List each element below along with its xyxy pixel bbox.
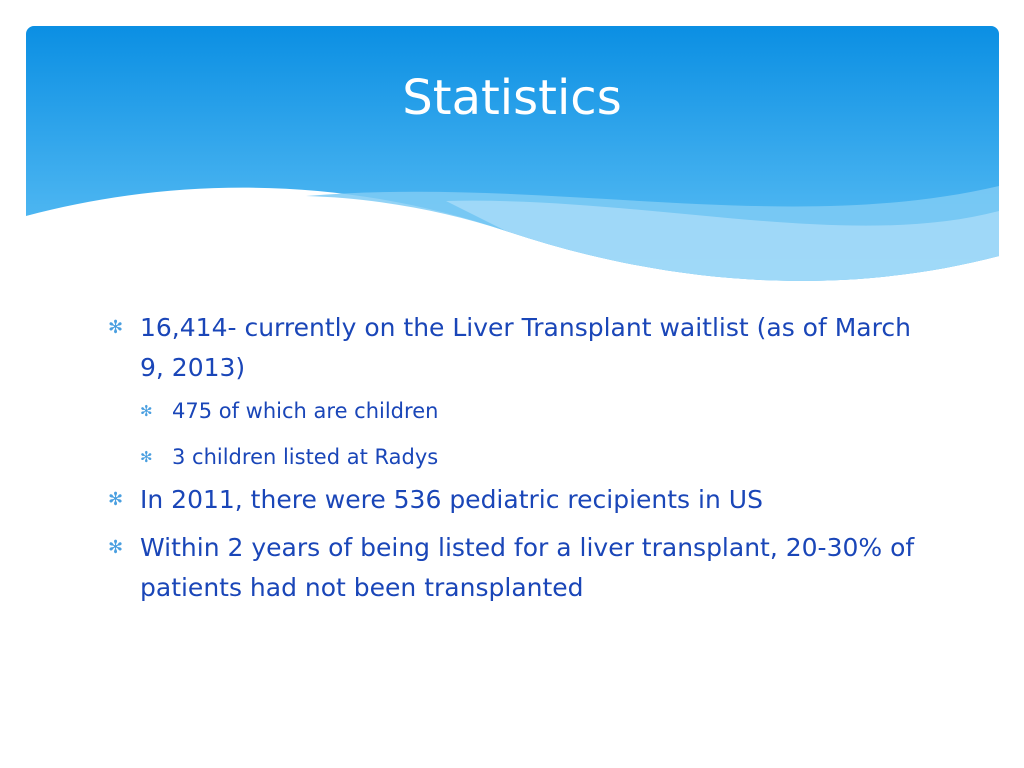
bullet-icon: ✻	[108, 537, 124, 558]
slide-title: Statistics	[402, 70, 622, 126]
bullet-icon: ✻	[108, 317, 124, 338]
bullet-icon: ✻	[140, 402, 153, 420]
header-banner	[26, 26, 999, 296]
sub-bullet-item	[140, 396, 928, 426]
bullet-item	[108, 528, 928, 608]
sub-bullet-text: 3 children listed at Radys	[172, 445, 439, 469]
sub-bullet-text: 475 of which are children	[172, 399, 439, 423]
bullet-list	[108, 308, 928, 616]
sub-bullet-item	[140, 442, 928, 472]
wave-decoration	[26, 26, 999, 296]
bullet-text: Within 2 years of being listed for a liver transplant, 20-30% of patients had not been transplanted	[140, 533, 915, 602]
bullet-item	[108, 308, 928, 388]
bullet-item	[108, 480, 928, 520]
bullet-icon: ✻	[140, 448, 153, 466]
bullet-icon: ✻	[108, 489, 124, 510]
bullet-text: In 2011, there were 536 pediatric recipients in US	[140, 485, 763, 514]
bullet-text: 16,414- currently on the Liver Transplant waitlist (as of March 9, 2013)	[140, 313, 911, 382]
